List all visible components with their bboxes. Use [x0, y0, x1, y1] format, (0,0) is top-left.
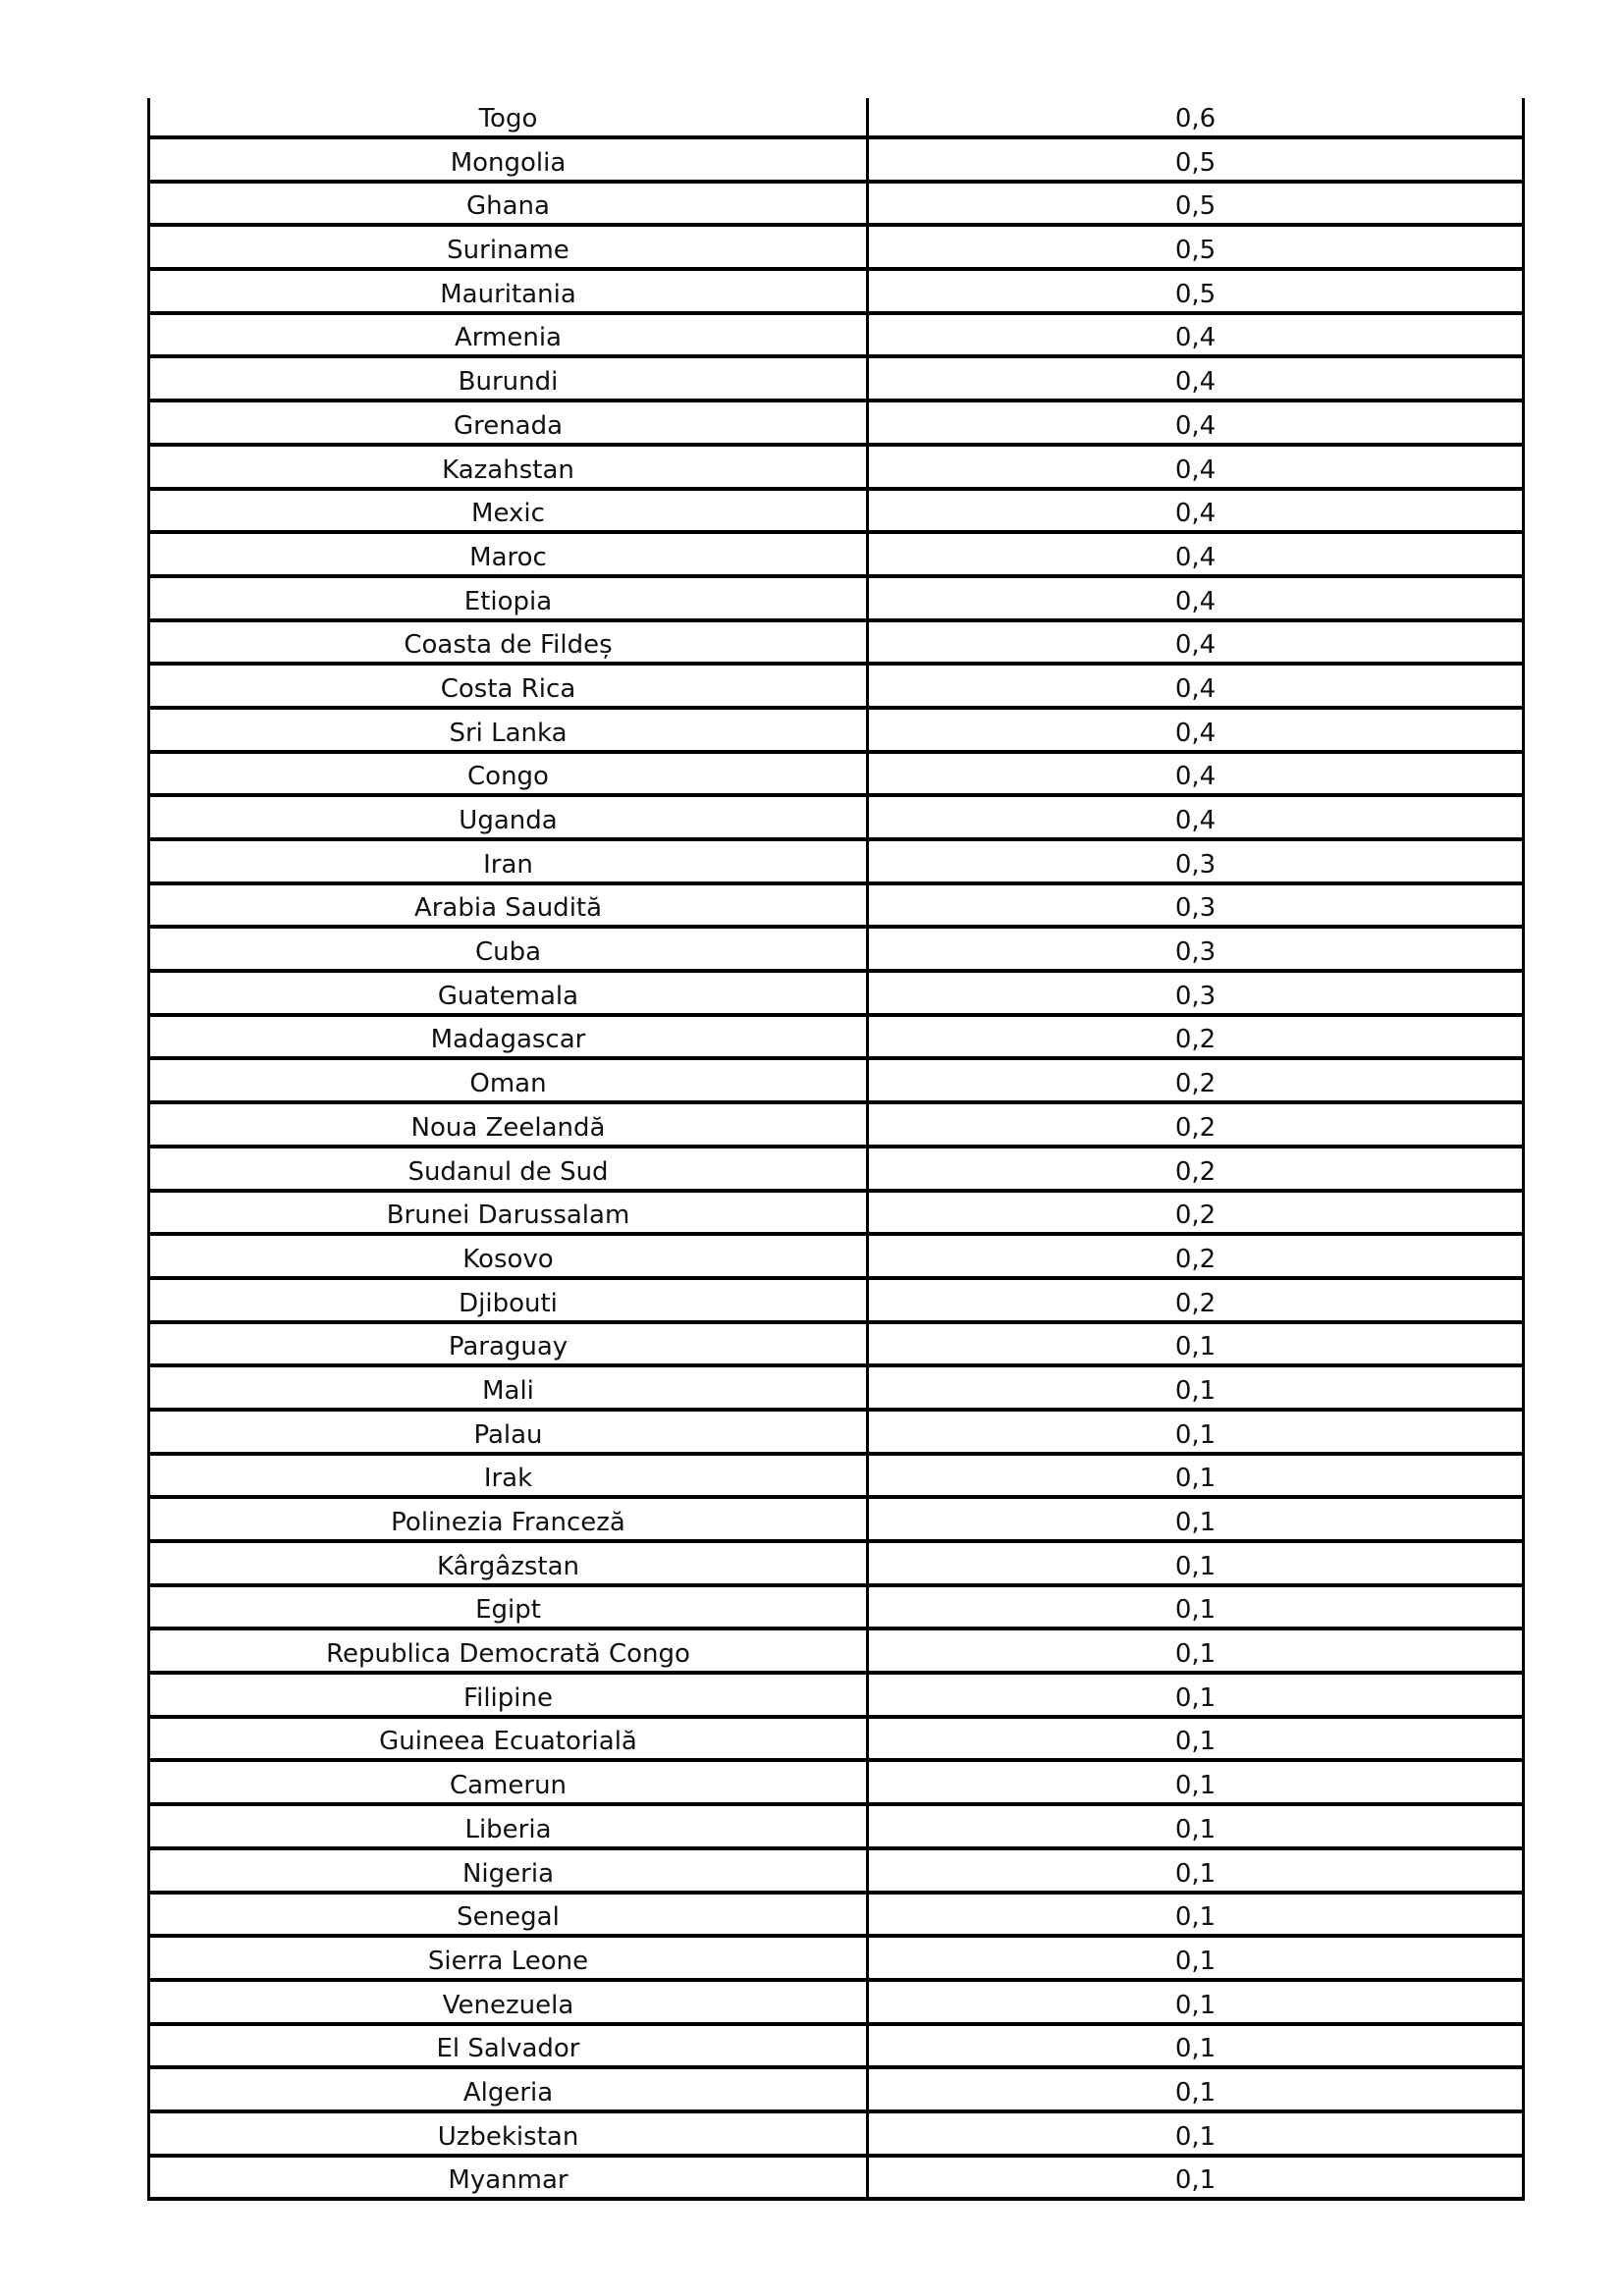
country-cell: Mali: [149, 1365, 868, 1410]
table-row: [149, 1410, 1524, 1454]
country-cell: Myanmar: [149, 2156, 868, 2200]
country-cell: Liberia: [149, 1804, 868, 1848]
value-cell: 0,2: [868, 1191, 1524, 1235]
table-row: [149, 1365, 1524, 1410]
table-row: [149, 532, 1524, 576]
value-cell: 0,1: [868, 1454, 1524, 1498]
table-row: [149, 839, 1524, 883]
country-cell: Filipine: [149, 1673, 868, 1717]
value-cell: 0,2: [868, 1147, 1524, 1191]
table-row: [149, 708, 1524, 752]
country-values-table: [147, 98, 1525, 2201]
value-cell: 0,5: [868, 269, 1524, 313]
value-cell: 0,1: [868, 1893, 1524, 1937]
country-cell: Senegal: [149, 1893, 868, 1937]
table-row: [149, 137, 1524, 182]
table-row: [149, 1278, 1524, 1322]
country-cell: Kârgâzstan: [149, 1541, 868, 1585]
table-row: [149, 1585, 1524, 1629]
table-row: [149, 489, 1524, 533]
country-cell: Sri Lanka: [149, 708, 868, 752]
table-row: [149, 2156, 1524, 2200]
country-cell: Ghana: [149, 182, 868, 226]
table-row: [149, 1673, 1524, 1717]
value-cell: 0,1: [868, 2024, 1524, 2068]
value-cell: 0,1: [868, 1760, 1524, 1804]
value-cell: 0,4: [868, 356, 1524, 400]
value-cell: 0,2: [868, 1278, 1524, 1322]
table-row: [149, 1497, 1524, 1541]
country-cell: Sudanul de Sud: [149, 1147, 868, 1191]
value-cell: 0,3: [868, 839, 1524, 883]
country-cell: Polinezia Franceză: [149, 1497, 868, 1541]
table-row: [149, 182, 1524, 226]
country-cell: Mauritania: [149, 269, 868, 313]
country-cell: Republica Democrată Congo: [149, 1629, 868, 1673]
country-cell: Egipt: [149, 1585, 868, 1629]
table-row: [149, 1541, 1524, 1585]
value-cell: 0,1: [868, 1365, 1524, 1410]
country-cell: Armenia: [149, 313, 868, 357]
table-row: [149, 795, 1524, 839]
table-row: [149, 313, 1524, 357]
value-cell: 0,4: [868, 445, 1524, 489]
value-cell: 0,2: [868, 1058, 1524, 1102]
table-row: [149, 2024, 1524, 2068]
table-row: [149, 1015, 1524, 1059]
value-cell: 0,5: [868, 182, 1524, 226]
country-cell: Nigeria: [149, 1848, 868, 1893]
value-cell: 0,4: [868, 532, 1524, 576]
table-row: [149, 1102, 1524, 1147]
value-cell: 0,1: [868, 1848, 1524, 1893]
value-cell: 0,3: [868, 927, 1524, 971]
country-cell: Mexic: [149, 489, 868, 533]
country-cell: Congo: [149, 752, 868, 796]
table-row: [149, 664, 1524, 708]
value-cell: 0,1: [868, 1980, 1524, 2024]
table-row: [149, 752, 1524, 796]
value-cell: 0,5: [868, 137, 1524, 182]
country-cell: Costa Rica: [149, 664, 868, 708]
value-cell: 0,5: [868, 225, 1524, 269]
table-row: [149, 356, 1524, 400]
value-cell: 0,4: [868, 576, 1524, 620]
value-cell: 0,2: [868, 1015, 1524, 1059]
country-cell: Sierra Leone: [149, 1936, 868, 1980]
value-cell: 0,1: [868, 2156, 1524, 2200]
table-row: [149, 620, 1524, 665]
country-cell: Madagascar: [149, 1015, 868, 1059]
value-cell: 0,4: [868, 489, 1524, 533]
value-cell: 0,4: [868, 708, 1524, 752]
table-row: [149, 1234, 1524, 1278]
value-cell: 0,1: [868, 1673, 1524, 1717]
country-cell: Coasta de Fildeș: [149, 620, 868, 665]
country-cell: Camerun: [149, 1760, 868, 1804]
table-row: [149, 1322, 1524, 1366]
table-row: [149, 2067, 1524, 2111]
country-cell: Irak: [149, 1454, 868, 1498]
country-cell: Uzbekistan: [149, 2111, 868, 2156]
value-cell: 0,3: [868, 971, 1524, 1015]
table-row: [149, 445, 1524, 489]
country-cell: Togo: [149, 98, 868, 137]
country-cell: Guineea Ecuatorială: [149, 1717, 868, 1761]
table-row: [149, 883, 1524, 928]
table-row: [149, 2111, 1524, 2156]
value-cell: 0,1: [868, 2067, 1524, 2111]
table-row: [149, 576, 1524, 620]
country-cell: Suriname: [149, 225, 868, 269]
table-row: [149, 1147, 1524, 1191]
table-row: [149, 1980, 1524, 2024]
table-row: [149, 1717, 1524, 1761]
value-cell: 0,2: [868, 1102, 1524, 1147]
country-cell: Venezuela: [149, 1980, 868, 2024]
table-row: [149, 1804, 1524, 1848]
value-cell: 0,4: [868, 752, 1524, 796]
table-row: [149, 971, 1524, 1015]
value-cell: 0,6: [868, 98, 1524, 137]
country-cell: Djibouti: [149, 1278, 868, 1322]
value-cell: 0,4: [868, 620, 1524, 665]
table-row: [149, 1629, 1524, 1673]
country-cell: Grenada: [149, 400, 868, 445]
country-cell: Maroc: [149, 532, 868, 576]
country-cell: Arabia Saudită: [149, 883, 868, 928]
country-cell: Iran: [149, 839, 868, 883]
table-row: [149, 1893, 1524, 1937]
country-cell: Brunei Darussalam: [149, 1191, 868, 1235]
value-cell: 0,1: [868, 1804, 1524, 1848]
country-cell: Burundi: [149, 356, 868, 400]
country-cell: Kosovo: [149, 1234, 868, 1278]
table-row: [149, 1058, 1524, 1102]
table-row: [149, 269, 1524, 313]
value-cell: 0,2: [868, 1234, 1524, 1278]
country-cell: Oman: [149, 1058, 868, 1102]
country-cell: Paraguay: [149, 1322, 868, 1366]
value-cell: 0,1: [868, 1410, 1524, 1454]
table-row: [149, 927, 1524, 971]
table-row: [149, 1936, 1524, 1980]
table-row: [149, 400, 1524, 445]
table-row: [149, 1454, 1524, 1498]
country-cell: Etiopia: [149, 576, 868, 620]
value-cell: 0,1: [868, 1497, 1524, 1541]
value-cell: 0,4: [868, 795, 1524, 839]
table-row: [149, 1848, 1524, 1893]
value-cell: 0,1: [868, 1322, 1524, 1366]
value-cell: 0,4: [868, 313, 1524, 357]
country-cell: El Salvador: [149, 2024, 868, 2068]
country-cell: Palau: [149, 1410, 868, 1454]
table-row: [149, 98, 1524, 137]
value-cell: 0,3: [868, 883, 1524, 928]
value-cell: 0,1: [868, 1629, 1524, 1673]
country-cell: Uganda: [149, 795, 868, 839]
country-cell: Kazahstan: [149, 445, 868, 489]
country-cell: Guatemala: [149, 971, 868, 1015]
value-cell: 0,1: [868, 1541, 1524, 1585]
country-cell: Algeria: [149, 2067, 868, 2111]
table-row: [149, 1760, 1524, 1804]
value-cell: 0,4: [868, 664, 1524, 708]
country-cell: Cuba: [149, 927, 868, 971]
country-cell: Noua Zeelandă: [149, 1102, 868, 1147]
value-cell: 0,1: [868, 1936, 1524, 1980]
value-cell: 0,1: [868, 2111, 1524, 2156]
table-row: [149, 1191, 1524, 1235]
value-cell: 0,1: [868, 1717, 1524, 1761]
country-cell: Mongolia: [149, 137, 868, 182]
value-cell: 0,4: [868, 400, 1524, 445]
table-row: [149, 225, 1524, 269]
value-cell: 0,1: [868, 1585, 1524, 1629]
